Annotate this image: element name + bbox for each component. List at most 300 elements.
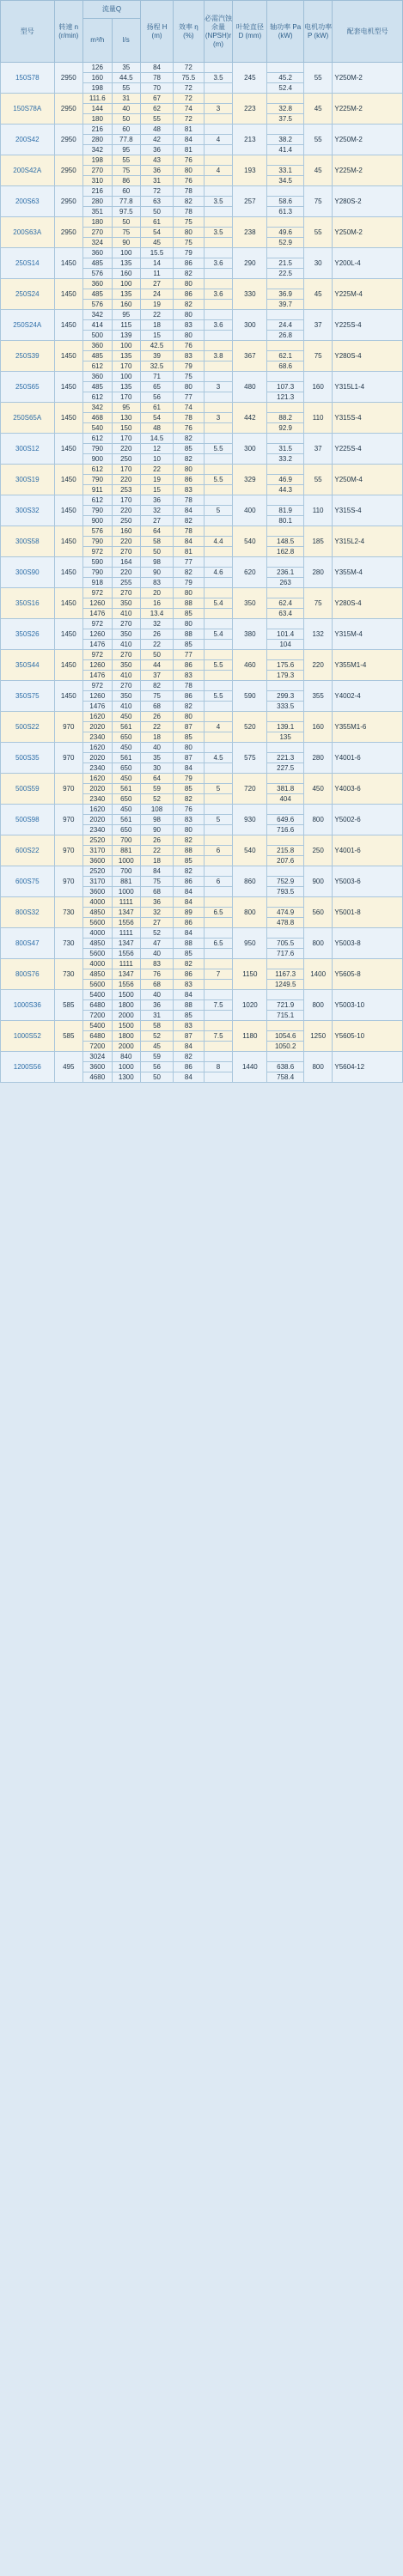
npsh-cell: [204, 650, 233, 660]
efficiency-cell: 78: [174, 207, 205, 217]
shaft-power-cell: [267, 94, 303, 104]
impeller-cell: 1440: [233, 1052, 267, 1083]
shaft-power-cell: 221.3: [267, 753, 303, 763]
head-cell: 26: [141, 629, 174, 640]
flow-ls-cell: 350: [112, 660, 141, 671]
flow-ls-cell: 350: [112, 629, 141, 640]
shaft-power-cell: [267, 805, 303, 815]
head-cell: 27: [141, 516, 174, 526]
head-cell: 55: [141, 114, 174, 125]
motor-type-cell: Y280S-2: [333, 186, 403, 217]
flow-m3h-cell: 342: [83, 403, 113, 413]
shaft-power-cell: [267, 279, 303, 289]
shaft-power-cell: 638.6: [267, 1062, 303, 1072]
npsh-cell: 4.5: [204, 753, 233, 763]
flow-m3h-cell: 5400: [83, 990, 113, 1000]
npsh-cell: [204, 269, 233, 279]
efficiency-cell: 83: [174, 671, 205, 681]
flow-m3h-cell: 7200: [83, 1011, 113, 1021]
flow-ls-cell: 561: [112, 784, 141, 794]
head-cell: 68: [141, 702, 174, 712]
shaft-power-cell: 68.6: [267, 361, 303, 372]
efficiency-cell: 82: [174, 794, 205, 805]
table-row: [1, 681, 403, 691]
npsh-cell: 4.4: [204, 537, 233, 547]
npsh-cell: 4: [204, 722, 233, 732]
motor-type-cell: Y355M-4: [333, 557, 403, 588]
flow-m3h-cell: 4000: [83, 897, 113, 908]
speed-cell: 585: [54, 990, 83, 1021]
motor-power-cell: 132: [303, 619, 333, 650]
flow-m3h-cell: 911: [83, 485, 113, 495]
head-cell: 76: [141, 969, 174, 980]
head-cell: 40: [141, 743, 174, 753]
flow-m3h-cell: 972: [83, 619, 113, 629]
model-cell: 500S35: [1, 743, 55, 774]
head-cell: 84: [141, 63, 174, 73]
flow-ls-cell: 410: [112, 671, 141, 681]
flow-ls-cell: 450: [112, 774, 141, 784]
head-cell: 63: [141, 197, 174, 207]
efficiency-cell: 82: [174, 300, 205, 310]
shaft-power-cell: [267, 434, 303, 444]
flow-ls-cell: 561: [112, 815, 141, 825]
shaft-power-cell: [267, 928, 303, 939]
shaft-power-cell: 80.1: [267, 516, 303, 526]
motor-power-cell: 220: [303, 650, 333, 681]
speed-cell: 2950: [54, 94, 83, 125]
flow-m3h-cell: 180: [83, 114, 113, 125]
motor-type-cell: Y250M-2: [333, 217, 403, 248]
efficiency-cell: 82: [174, 959, 205, 969]
shaft-power-cell: 139.1: [267, 722, 303, 732]
efficiency-cell: 85: [174, 1011, 205, 1021]
head-cell: 36: [141, 897, 174, 908]
flow-m3h-cell: 3600: [83, 887, 113, 897]
npsh-cell: [204, 702, 233, 712]
flow-ls-cell: 1111: [112, 959, 141, 969]
head-cell: 27: [141, 279, 174, 289]
head-cell: 26: [141, 835, 174, 846]
flow-m3h-cell: 590: [83, 557, 113, 568]
npsh-cell: 3: [204, 413, 233, 423]
flow-ls-cell: 100: [112, 372, 141, 382]
npsh-cell: 3.5: [204, 197, 233, 207]
shaft-power-cell: [267, 774, 303, 784]
header-npsh: 必需汽蚀余量 (NPSH)r (m): [204, 1, 233, 63]
impeller-cell: 300: [233, 310, 267, 341]
model-cell: 250S24A: [1, 310, 55, 341]
motor-type-cell: Y5002-6: [333, 805, 403, 835]
shaft-power-cell: [267, 990, 303, 1000]
head-cell: 54: [141, 228, 174, 238]
motor-power-cell: 30: [303, 248, 333, 279]
flow-ls-cell: 1000: [112, 1062, 141, 1072]
head-cell: 52: [141, 794, 174, 805]
flow-m3h-cell: 4680: [83, 1072, 113, 1083]
flow-ls-cell: 220: [112, 444, 141, 454]
flow-m3h-cell: 270: [83, 166, 113, 176]
head-cell: 35: [141, 753, 174, 763]
npsh-cell: [204, 465, 233, 475]
head-cell: 22: [141, 465, 174, 475]
flow-m3h-cell: 6480: [83, 1000, 113, 1011]
impeller-cell: 800: [233, 897, 267, 928]
impeller-cell: 520: [233, 712, 267, 743]
npsh-cell: 4: [204, 166, 233, 176]
flow-ls-cell: 650: [112, 732, 141, 743]
shaft-power-cell: 1167.3: [267, 969, 303, 980]
shaft-power-cell: 32.8: [267, 104, 303, 114]
flow-ls-cell: 350: [112, 691, 141, 702]
flow-m3h-cell: 485: [83, 351, 113, 361]
npsh-cell: [204, 949, 233, 959]
head-cell: 82: [141, 681, 174, 691]
impeller-cell: 590: [233, 681, 267, 712]
npsh-cell: 8: [204, 1062, 233, 1072]
model-cell: 200S63A: [1, 217, 55, 248]
head-cell: 22: [141, 640, 174, 650]
head-cell: 45: [141, 1042, 174, 1052]
model-cell: 150S78: [1, 63, 55, 94]
efficiency-cell: 89: [174, 908, 205, 918]
flow-ls-cell: 135: [112, 258, 141, 269]
flow-ls-cell: 1347: [112, 908, 141, 918]
shaft-power-cell: 793.5: [267, 887, 303, 897]
motor-type-cell: Y225M-2: [333, 155, 403, 186]
head-cell: 50: [141, 1072, 174, 1083]
shaft-power-cell: 36.9: [267, 289, 303, 300]
efficiency-cell: 85: [174, 444, 205, 454]
motor-type-cell: Y250M-2: [333, 125, 403, 155]
npsh-cell: 5.5: [204, 475, 233, 485]
npsh-cell: [204, 743, 233, 753]
efficiency-cell: 85: [174, 949, 205, 959]
flow-m3h-cell: 216: [83, 186, 113, 197]
motor-type-cell: Y225S-4: [333, 434, 403, 465]
head-cell: 52: [141, 928, 174, 939]
npsh-cell: [204, 207, 233, 217]
flow-m3h-cell: 900: [83, 454, 113, 465]
flow-m3h-cell: 576: [83, 526, 113, 537]
shaft-power-cell: 215.8: [267, 846, 303, 856]
efficiency-cell: 84: [174, 537, 205, 547]
flow-ls-cell: 86: [112, 176, 141, 186]
head-cell: 19: [141, 475, 174, 485]
npsh-cell: [204, 866, 233, 877]
speed-cell: 970: [54, 743, 83, 774]
efficiency-cell: 75: [174, 217, 205, 228]
header-speed: 转速 n (r/min): [54, 1, 83, 63]
flow-m3h-cell: 2340: [83, 732, 113, 743]
speed-cell: 585: [54, 1021, 83, 1052]
flow-m3h-cell: 5600: [83, 980, 113, 990]
efficiency-cell: 80: [174, 310, 205, 320]
table-row: [1, 63, 403, 73]
npsh-cell: [204, 238, 233, 248]
efficiency-cell: 81: [174, 125, 205, 135]
efficiency-cell: 72: [174, 114, 205, 125]
shaft-power-cell: [267, 125, 303, 135]
flow-ls-cell: 60: [112, 186, 141, 197]
flow-m3h-cell: 1476: [83, 671, 113, 681]
flow-ls-cell: 160: [112, 300, 141, 310]
flow-m3h-cell: 360: [83, 248, 113, 258]
speed-cell: 1450: [54, 588, 83, 619]
speed-cell: 970: [54, 774, 83, 805]
motor-power-cell: 55: [303, 63, 333, 94]
head-cell: 68: [141, 980, 174, 990]
speed-cell: 730: [54, 897, 83, 928]
shaft-power-cell: 81.9: [267, 506, 303, 516]
motor-type-cell: Y355M1-4: [333, 650, 403, 681]
shaft-power-cell: 1054.6: [267, 1031, 303, 1042]
pump-spec-table: [0, 0, 403, 1083]
efficiency-cell: 80: [174, 743, 205, 753]
table-row: [1, 712, 403, 722]
flow-m3h-cell: 1620: [83, 805, 113, 815]
npsh-cell: [204, 310, 233, 320]
table-row: [1, 805, 403, 815]
efficiency-cell: 79: [174, 361, 205, 372]
flow-ls-cell: 561: [112, 722, 141, 732]
head-cell: 19: [141, 300, 174, 310]
model-cell: 350S26: [1, 619, 55, 650]
model-cell: 300S12: [1, 434, 55, 465]
flow-m3h-cell: 612: [83, 495, 113, 506]
flow-m3h-cell: 111.6: [83, 94, 113, 104]
head-cell: 15.5: [141, 248, 174, 258]
efficiency-cell: 81: [174, 145, 205, 155]
shaft-power-cell: [267, 619, 303, 629]
impeller-cell: 575: [233, 743, 267, 774]
flow-ls-cell: 1556: [112, 949, 141, 959]
npsh-cell: [204, 1011, 233, 1021]
head-cell: 31: [141, 1011, 174, 1021]
flow-ls-cell: 90: [112, 238, 141, 248]
head-cell: 40: [141, 990, 174, 1000]
efficiency-cell: 84: [174, 928, 205, 939]
header-flow-ls: l/s: [112, 19, 141, 63]
efficiency-cell: 85: [174, 640, 205, 650]
head-cell: 13.4: [141, 609, 174, 619]
flow-m3h-cell: 500: [83, 331, 113, 341]
header-flow: 流量Q: [83, 1, 141, 19]
efficiency-cell: 76: [174, 805, 205, 815]
motor-type-cell: Y5003-10: [333, 990, 403, 1021]
flow-ls-cell: 55: [112, 155, 141, 166]
shaft-power-cell: 162.8: [267, 547, 303, 557]
impeller-cell: 1020: [233, 990, 267, 1021]
model-cell: 250S65: [1, 372, 55, 403]
efficiency-cell: 78: [174, 413, 205, 423]
efficiency-cell: 82: [174, 197, 205, 207]
shaft-power-cell: 148.5: [267, 537, 303, 547]
head-cell: 15: [141, 331, 174, 341]
flow-ls-cell: 160: [112, 526, 141, 537]
npsh-cell: 7.5: [204, 1031, 233, 1042]
head-cell: 65: [141, 382, 174, 392]
head-cell: 83: [141, 578, 174, 588]
motor-power-cell: 800: [303, 990, 333, 1021]
model-cell: 250S39: [1, 341, 55, 372]
model-cell: 500S98: [1, 805, 55, 835]
npsh-cell: [204, 1021, 233, 1031]
speed-cell: 1450: [54, 403, 83, 434]
flow-ls-cell: 1111: [112, 897, 141, 908]
shaft-power-cell: 52.4: [267, 83, 303, 94]
head-cell: 22: [141, 846, 174, 856]
model-cell: 800S47: [1, 928, 55, 959]
flow-m3h-cell: 324: [83, 238, 113, 248]
efficiency-cell: 82: [174, 835, 205, 846]
head-cell: 52: [141, 1031, 174, 1042]
head-cell: 83: [141, 959, 174, 969]
shaft-power-cell: 46.9: [267, 475, 303, 485]
motor-type-cell: Y250M-2: [333, 63, 403, 94]
npsh-cell: [204, 578, 233, 588]
shaft-power-cell: 135: [267, 732, 303, 743]
head-cell: 36: [141, 495, 174, 506]
npsh-cell: [204, 155, 233, 166]
flow-ls-cell: 561: [112, 753, 141, 763]
head-cell: 56: [141, 1062, 174, 1072]
npsh-cell: 3.8: [204, 351, 233, 361]
table-row: [1, 94, 403, 104]
flow-ls-cell: 31: [112, 94, 141, 104]
flow-m3h-cell: 4850: [83, 939, 113, 949]
flow-m3h-cell: 198: [83, 83, 113, 94]
head-cell: 32: [141, 506, 174, 516]
speed-cell: 1450: [54, 650, 83, 681]
head-cell: 40: [141, 949, 174, 959]
npsh-cell: 5.4: [204, 629, 233, 640]
header-head: 扬程 H (m): [141, 1, 174, 63]
efficiency-cell: 86: [174, 660, 205, 671]
npsh-cell: 5.5: [204, 660, 233, 671]
motor-type-cell: Y315L1-4: [333, 372, 403, 403]
npsh-cell: [204, 609, 233, 619]
efficiency-cell: 80: [174, 279, 205, 289]
flow-ls-cell: 40: [112, 104, 141, 114]
shaft-power-cell: [267, 248, 303, 258]
shaft-power-cell: 38.2: [267, 135, 303, 145]
flow-m3h-cell: 6480: [83, 1031, 113, 1042]
shaft-power-cell: [267, 155, 303, 166]
shaft-power-cell: 104: [267, 640, 303, 650]
npsh-cell: [204, 331, 233, 341]
model-cell: 350S44: [1, 650, 55, 681]
npsh-cell: [204, 712, 233, 722]
flow-m3h-cell: 3600: [83, 1062, 113, 1072]
speed-cell: 1450: [54, 341, 83, 372]
flow-m3h-cell: 1476: [83, 609, 113, 619]
motor-type-cell: Y250M-4: [333, 465, 403, 495]
head-cell: 44: [141, 660, 174, 671]
flow-ls-cell: 450: [112, 712, 141, 722]
shaft-power-cell: 33.2: [267, 454, 303, 465]
npsh-cell: [204, 887, 233, 897]
shaft-power-cell: [267, 835, 303, 846]
efficiency-cell: 80: [174, 166, 205, 176]
motor-type-cell: Y5605-8: [333, 959, 403, 990]
npsh-cell: [204, 186, 233, 197]
speed-cell: 2950: [54, 186, 83, 217]
efficiency-cell: 80: [174, 825, 205, 835]
motor-power-cell: 55: [303, 217, 333, 248]
npsh-cell: [204, 990, 233, 1000]
efficiency-cell: 80: [174, 228, 205, 238]
head-cell: 71: [141, 372, 174, 382]
flow-m3h-cell: 2020: [83, 815, 113, 825]
efficiency-cell: 78: [174, 681, 205, 691]
efficiency-cell: 83: [174, 320, 205, 331]
table-row: [1, 155, 403, 166]
flow-m3h-cell: 180: [83, 217, 113, 228]
flow-ls-cell: 220: [112, 537, 141, 547]
efficiency-cell: 75.5: [174, 73, 205, 83]
flow-m3h-cell: 2340: [83, 794, 113, 805]
head-cell: 31: [141, 176, 174, 186]
efficiency-cell: 86: [174, 289, 205, 300]
flow-m3h-cell: 972: [83, 681, 113, 691]
impeller-cell: 480: [233, 372, 267, 403]
flow-m3h-cell: 5400: [83, 1021, 113, 1031]
table-row: [1, 403, 403, 413]
impeller-cell: 350: [233, 588, 267, 619]
impeller-cell: 367: [233, 341, 267, 372]
motor-type-cell: Y315S-4: [333, 403, 403, 434]
flow-ls-cell: 77.8: [112, 197, 141, 207]
efficiency-cell: 82: [174, 702, 205, 712]
motor-type-cell: Y280S-4: [333, 341, 403, 372]
efficiency-cell: 88: [174, 598, 205, 609]
efficiency-cell: 82: [174, 1052, 205, 1062]
model-cell: 350S16: [1, 588, 55, 619]
flow-ls-cell: 650: [112, 794, 141, 805]
model-cell: 800S32: [1, 897, 55, 928]
flow-ls-cell: 1000: [112, 887, 141, 897]
flow-m3h-cell: 576: [83, 300, 113, 310]
shaft-power-cell: 705.5: [267, 939, 303, 949]
flow-m3h-cell: 1620: [83, 712, 113, 722]
motor-power-cell: 355: [303, 681, 333, 712]
table-row: [1, 1052, 403, 1062]
flow-ls-cell: 650: [112, 763, 141, 774]
table-row: [1, 495, 403, 506]
head-cell: 75: [141, 877, 174, 887]
shaft-power-cell: 236.1: [267, 568, 303, 578]
motor-type-cell: Y315S-4: [333, 495, 403, 526]
header-row: [1, 1, 403, 19]
speed-cell: 1450: [54, 681, 83, 712]
table-row: [1, 465, 403, 475]
header-motor-type: 配套电机型号: [333, 1, 403, 63]
table-row: [1, 743, 403, 753]
flow-m3h-cell: 972: [83, 588, 113, 598]
head-cell: 48: [141, 423, 174, 434]
head-cell: 98: [141, 557, 174, 568]
table-row: [1, 774, 403, 784]
shaft-power-cell: [267, 63, 303, 73]
model-cell: 300S19: [1, 465, 55, 495]
head-cell: 16: [141, 598, 174, 609]
flow-m3h-cell: 918: [83, 578, 113, 588]
impeller-cell: 1150: [233, 959, 267, 990]
model-cell: 250S24: [1, 279, 55, 310]
flow-m3h-cell: 280: [83, 197, 113, 207]
flow-m3h-cell: 790: [83, 444, 113, 454]
